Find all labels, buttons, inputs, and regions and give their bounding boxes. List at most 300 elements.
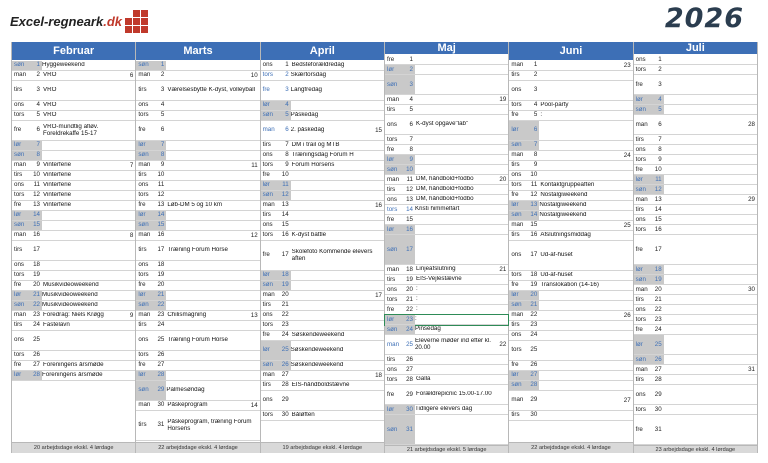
day-row[interactable] — [12, 371, 135, 381]
day-row[interactable] — [12, 291, 135, 301]
day-row[interactable] — [634, 295, 757, 305]
day-row[interactable] — [261, 411, 384, 421]
day-name: ons — [262, 221, 273, 229]
day-row[interactable] — [385, 235, 508, 265]
month-header: Maj — [385, 42, 508, 55]
day-row[interactable] — [509, 201, 632, 211]
day-row[interactable] — [385, 55, 508, 65]
day-row[interactable] — [136, 211, 259, 221]
day-row[interactable] — [385, 385, 508, 405]
day-row[interactable] — [136, 331, 259, 351]
day-row[interactable] — [385, 335, 508, 355]
day-row[interactable] — [634, 55, 757, 65]
day-row[interactable] — [136, 71, 259, 81]
day-number: 16 — [33, 231, 40, 239]
day-number: 27 — [530, 371, 538, 379]
day-row[interactable] — [136, 261, 259, 271]
day-row[interactable] — [385, 315, 508, 325]
day-row[interactable] — [261, 321, 384, 331]
day-row[interactable] — [634, 225, 757, 235]
event-text: 2. påskedag — [290, 127, 325, 134]
day-name: lør — [262, 271, 270, 279]
day-row[interactable] — [634, 135, 757, 145]
event-text: Pinsedag — [414, 326, 441, 333]
day-row[interactable] — [634, 185, 757, 195]
weekend-marker — [261, 341, 291, 360]
day-number: 22 — [281, 311, 289, 319]
day-name: tirs — [262, 141, 271, 149]
day-row[interactable] — [634, 275, 757, 285]
day-row[interactable] — [136, 371, 259, 381]
day-row[interactable] — [634, 355, 757, 365]
day-row[interactable] — [261, 361, 384, 371]
day-row[interactable] — [261, 211, 384, 221]
day-row[interactable] — [261, 231, 384, 241]
day-name: ons — [511, 331, 522, 339]
day-row[interactable] — [509, 311, 632, 321]
day-row[interactable] — [261, 311, 384, 321]
day-row[interactable] — [509, 161, 632, 171]
day-row[interactable] — [385, 75, 508, 95]
week-number: 28 — [748, 120, 755, 128]
day-row[interactable] — [12, 191, 135, 201]
day-number: 16 — [530, 231, 538, 239]
day-name: tors — [262, 161, 273, 169]
day-name: tirs — [386, 275, 396, 283]
day-row[interactable] — [261, 191, 384, 201]
day-row[interactable] — [261, 201, 384, 211]
day-row[interactable] — [634, 115, 757, 135]
day-row[interactable] — [12, 161, 135, 171]
day-row[interactable] — [634, 375, 757, 385]
day-row[interactable] — [385, 155, 508, 165]
day-name: søn — [511, 301, 522, 309]
day-number: 11 — [406, 175, 413, 183]
day-row[interactable] — [385, 65, 508, 75]
day-row[interactable] — [385, 295, 508, 305]
event-text: Forældrepicnic 15.00-17.00 — [415, 391, 492, 398]
day-row[interactable] — [385, 165, 508, 175]
weekend-marker — [12, 61, 42, 70]
day-row[interactable] — [261, 341, 384, 361]
day-row[interactable] — [136, 351, 259, 361]
day-row[interactable] — [136, 151, 259, 161]
day-row[interactable] — [12, 181, 135, 191]
logo — [10, 8, 148, 34]
weekend-marker — [385, 235, 415, 264]
day-name: fre — [386, 145, 395, 153]
day-number: 20 — [654, 285, 662, 293]
day-row[interactable] — [261, 171, 384, 181]
day-number: 13 — [157, 201, 165, 209]
day-number: 29 — [406, 390, 413, 398]
weekend-marker — [136, 371, 166, 380]
day-row[interactable] — [509, 231, 632, 241]
weekend-marker — [261, 121, 291, 140]
event-text: VRO-mundtlig afløv. Foreldrekaffe 15-17 — [43, 123, 99, 137]
day-name: lør — [386, 405, 395, 413]
week-number: 24 — [623, 151, 631, 159]
day-row[interactable] — [12, 261, 135, 271]
day-row[interactable] — [12, 81, 135, 101]
week-number: 22 — [499, 340, 507, 348]
day-row[interactable] — [261, 271, 384, 281]
day-row[interactable] — [136, 121, 259, 141]
day-row[interactable] — [136, 311, 259, 321]
day-row[interactable] — [634, 205, 757, 215]
day-row[interactable] — [261, 291, 384, 301]
day-row[interactable] — [261, 61, 384, 71]
day-name: tors — [138, 351, 149, 359]
day-row[interactable] — [385, 135, 508, 145]
day-row[interactable] — [634, 325, 757, 335]
day-row[interactable] — [634, 235, 757, 265]
day-number: 7 — [409, 135, 413, 143]
day-name: man — [14, 71, 27, 79]
day-row[interactable] — [136, 111, 259, 121]
day-row[interactable] — [261, 71, 384, 81]
day-number: 4 — [160, 101, 165, 109]
day-row[interactable] — [136, 101, 259, 111]
day-number: 25 — [654, 340, 662, 348]
day-row[interactable] — [509, 211, 632, 221]
week-number: 7 — [129, 161, 134, 169]
day-row[interactable] — [509, 321, 632, 331]
event-text: Kristi himmelfart — [414, 206, 460, 213]
week-number: 13 — [250, 311, 258, 319]
day-row[interactable] — [385, 365, 508, 375]
weekend-marker — [385, 315, 415, 324]
day-row[interactable] — [385, 205, 508, 215]
day-row[interactable] — [12, 321, 135, 331]
day-number: 2 — [533, 71, 538, 79]
day-number: 30 — [654, 405, 662, 413]
day-row[interactable] — [12, 311, 135, 321]
day-row[interactable] — [261, 101, 384, 111]
day-row[interactable] — [136, 241, 259, 261]
event-text: Musikvideoweekend — [43, 282, 99, 289]
day-row[interactable] — [509, 341, 632, 361]
day-row[interactable] — [509, 281, 632, 291]
day-row[interactable] — [261, 301, 384, 311]
day-name: tors — [511, 271, 522, 279]
day-name: søn — [386, 325, 398, 333]
day-number: 4 — [658, 95, 662, 103]
day-row[interactable] — [385, 275, 508, 285]
day-name: tors — [262, 411, 273, 419]
event-text: Vinterferie — [43, 202, 72, 209]
day-name: lør — [635, 265, 643, 273]
day-row[interactable] — [509, 361, 632, 371]
day-number: 1 — [658, 55, 662, 63]
day-row[interactable] — [509, 331, 632, 341]
day-number: 21 — [281, 301, 289, 309]
day-row[interactable] — [12, 241, 135, 261]
day-row[interactable] — [136, 321, 259, 331]
event-text: Vinterferie — [43, 192, 72, 199]
day-row[interactable] — [261, 181, 384, 191]
event-text: Vinterferie — [43, 162, 72, 169]
day-row[interactable] — [12, 201, 135, 211]
day-number: 14 — [157, 211, 165, 219]
column-filler — [12, 381, 135, 442]
day-name: tirs — [386, 185, 396, 193]
day-name: lør — [262, 181, 270, 189]
day-row[interactable] — [12, 71, 135, 81]
day-row[interactable] — [136, 161, 259, 171]
day-name: lør — [386, 225, 395, 233]
day-row[interactable] — [509, 141, 632, 151]
day-row[interactable] — [634, 175, 757, 185]
day-row[interactable] — [261, 331, 384, 341]
day-row[interactable] — [12, 331, 135, 351]
day-row[interactable] — [12, 211, 135, 221]
day-row[interactable] — [634, 155, 757, 165]
day-row[interactable] — [509, 381, 632, 391]
day-row[interactable] — [136, 401, 259, 411]
day-row[interactable] — [634, 285, 757, 295]
day-row[interactable] — [509, 271, 632, 281]
event-text: EIS-håndboldstævne — [291, 382, 350, 389]
day-row[interactable] — [509, 61, 632, 71]
day-row[interactable] — [634, 335, 757, 355]
day-row[interactable] — [509, 191, 632, 201]
day-row[interactable] — [261, 221, 384, 231]
day-row[interactable] — [385, 355, 508, 365]
day-number: 20 — [406, 285, 413, 293]
day-row[interactable] — [509, 221, 632, 231]
weekend-marker — [634, 355, 664, 364]
day-row[interactable] — [12, 271, 135, 281]
day-row[interactable] — [634, 215, 757, 225]
day-row[interactable] — [634, 105, 757, 115]
day-name: tirs — [511, 71, 520, 79]
day-number: 28 — [157, 371, 165, 379]
day-name: lør — [386, 155, 395, 163]
day-row[interactable] — [509, 71, 632, 81]
day-row[interactable] — [634, 305, 757, 315]
day-row[interactable] — [385, 95, 508, 105]
day-row[interactable] — [136, 411, 259, 441]
day-number: 12 — [654, 185, 662, 193]
day-row[interactable] — [12, 141, 135, 151]
day-row[interactable] — [634, 415, 757, 445]
day-name: søn — [262, 111, 273, 119]
day-row[interactable] — [12, 111, 135, 121]
day-row[interactable] — [509, 241, 632, 271]
day-row[interactable] — [385, 415, 508, 445]
day-row[interactable] — [385, 115, 508, 135]
event-text: Foreningens årsmøde — [43, 362, 104, 369]
day-row[interactable] — [634, 315, 757, 325]
day-number: 30 — [157, 401, 165, 409]
day-row[interactable] — [261, 381, 384, 391]
day-row[interactable] — [385, 215, 508, 225]
logo-text: Excel-regneark.dk — [10, 13, 123, 29]
event-text: : — [415, 306, 418, 313]
day-row[interactable] — [261, 151, 384, 161]
day-row[interactable] — [509, 81, 632, 101]
day-row[interactable] — [634, 75, 757, 95]
day-row[interactable] — [12, 221, 135, 231]
day-row[interactable] — [385, 325, 508, 335]
weekend-marker — [509, 141, 539, 150]
day-row[interactable] — [634, 405, 757, 415]
day-row[interactable] — [385, 195, 508, 205]
day-row[interactable] — [385, 405, 508, 415]
week-number: 18 — [375, 371, 382, 379]
day-name: man — [635, 365, 648, 373]
day-number: 18 — [157, 261, 165, 269]
day-number: 20 — [33, 281, 40, 289]
day-row[interactable] — [136, 291, 259, 301]
day-name: lør — [386, 315, 395, 323]
day-name: tirs — [386, 105, 396, 113]
day-row[interactable] — [385, 305, 508, 315]
day-row[interactable] — [12, 61, 135, 71]
day-number: 16 — [281, 231, 289, 239]
day-row[interactable] — [385, 265, 508, 275]
day-row[interactable] — [136, 281, 259, 291]
day-row[interactable] — [634, 365, 757, 375]
day-name: lør — [262, 101, 270, 109]
day-row[interactable] — [136, 61, 259, 71]
day-name: tirs — [14, 86, 23, 94]
day-number: 8 — [285, 151, 289, 159]
day-row[interactable] — [261, 241, 384, 271]
day-number: 17 — [654, 245, 662, 253]
day-row[interactable] — [12, 231, 135, 241]
day-row[interactable] — [509, 101, 632, 111]
event-text: Skolefoto Kommende elevers aften — [291, 248, 373, 262]
day-number: 24 — [530, 331, 538, 339]
day-row[interactable] — [261, 141, 384, 151]
day-row[interactable] — [385, 375, 508, 385]
day-row[interactable] — [12, 301, 135, 311]
day-row[interactable] — [261, 391, 384, 411]
day-row[interactable] — [385, 285, 508, 295]
day-row[interactable] — [136, 201, 259, 211]
day-number: 9 — [409, 155, 413, 163]
day-number: 11 — [655, 175, 662, 183]
day-row[interactable] — [12, 171, 135, 181]
day-row[interactable] — [136, 231, 259, 241]
day-row[interactable] — [509, 121, 632, 141]
day-name: søn — [14, 221, 25, 229]
day-name: søn — [262, 361, 273, 369]
day-name: tors — [262, 231, 273, 239]
day-number: 1 — [36, 61, 40, 69]
day-row[interactable] — [12, 121, 135, 141]
day-row[interactable] — [634, 65, 757, 75]
event-text: Ud-af-huset — [540, 252, 573, 259]
day-row[interactable] — [12, 101, 135, 111]
week-number: 31 — [748, 365, 755, 373]
day-row[interactable] — [261, 81, 384, 101]
day-number: 3 — [160, 86, 165, 94]
day-row[interactable] — [136, 361, 259, 371]
week-number: 27 — [623, 396, 631, 404]
day-name: lør — [138, 211, 146, 219]
day-number: 19 — [157, 271, 165, 279]
day-row[interactable] — [261, 281, 384, 291]
day-row[interactable] — [136, 271, 259, 281]
day-row[interactable] — [136, 221, 259, 231]
day-row[interactable] — [509, 291, 632, 301]
day-number: 26 — [33, 351, 40, 359]
day-row[interactable] — [136, 301, 259, 311]
weekend-marker — [634, 335, 664, 354]
day-number: 10 — [406, 165, 413, 173]
day-row[interactable] — [12, 361, 135, 371]
day-name: tirs — [138, 171, 147, 179]
day-name: man — [14, 161, 27, 169]
day-row[interactable] — [136, 181, 259, 191]
day-row[interactable] — [261, 161, 384, 171]
day-row[interactable] — [509, 371, 632, 381]
day-row[interactable] — [509, 151, 632, 161]
day-row[interactable] — [509, 181, 632, 191]
day-row[interactable] — [385, 105, 508, 115]
day-row[interactable] — [136, 171, 259, 181]
day-row[interactable] — [634, 145, 757, 155]
day-row[interactable] — [136, 141, 259, 151]
day-name: tirs — [635, 205, 644, 213]
weekend-marker — [385, 165, 415, 174]
day-row[interactable] — [385, 175, 508, 185]
day-row[interactable] — [12, 151, 135, 161]
day-name: søn — [386, 165, 398, 173]
day-row[interactable] — [136, 191, 259, 201]
day-row[interactable] — [509, 171, 632, 181]
day-name: ons — [14, 101, 24, 109]
day-name: ons — [511, 86, 522, 94]
weekend-marker — [12, 371, 42, 380]
day-row[interactable] — [12, 351, 135, 361]
day-row[interactable] — [509, 391, 632, 411]
day-name: tirs — [14, 171, 23, 179]
day-row[interactable] — [509, 111, 632, 121]
day-row[interactable] — [261, 121, 384, 141]
day-row[interactable] — [634, 385, 757, 405]
day-row[interactable] — [12, 281, 135, 291]
day-row[interactable] — [509, 301, 632, 311]
day-row[interactable] — [634, 195, 757, 205]
day-row[interactable] — [385, 225, 508, 235]
day-name: man — [262, 371, 275, 379]
day-number: 8 — [533, 151, 538, 159]
day-row[interactable] — [385, 145, 508, 155]
day-name: ons — [386, 285, 397, 293]
event-text: Påskeprogram, træning Forum Horsens — [167, 418, 252, 432]
day-row[interactable] — [634, 265, 757, 275]
day-row[interactable] — [261, 111, 384, 121]
day-row[interactable] — [385, 185, 508, 195]
day-row[interactable] — [261, 371, 384, 381]
weekend-marker — [385, 405, 415, 414]
day-name: ons — [138, 181, 149, 189]
day-list — [261, 61, 384, 442]
day-name: tors — [635, 65, 646, 73]
day-number: 11 — [33, 181, 40, 189]
day-row[interactable] — [634, 165, 757, 175]
day-row[interactable] — [136, 81, 259, 101]
day-row[interactable] — [509, 411, 632, 421]
day-row[interactable] — [136, 381, 259, 401]
day-row[interactable] — [634, 95, 757, 105]
day-name: søn — [14, 61, 25, 69]
week-number: 6 — [129, 71, 134, 79]
